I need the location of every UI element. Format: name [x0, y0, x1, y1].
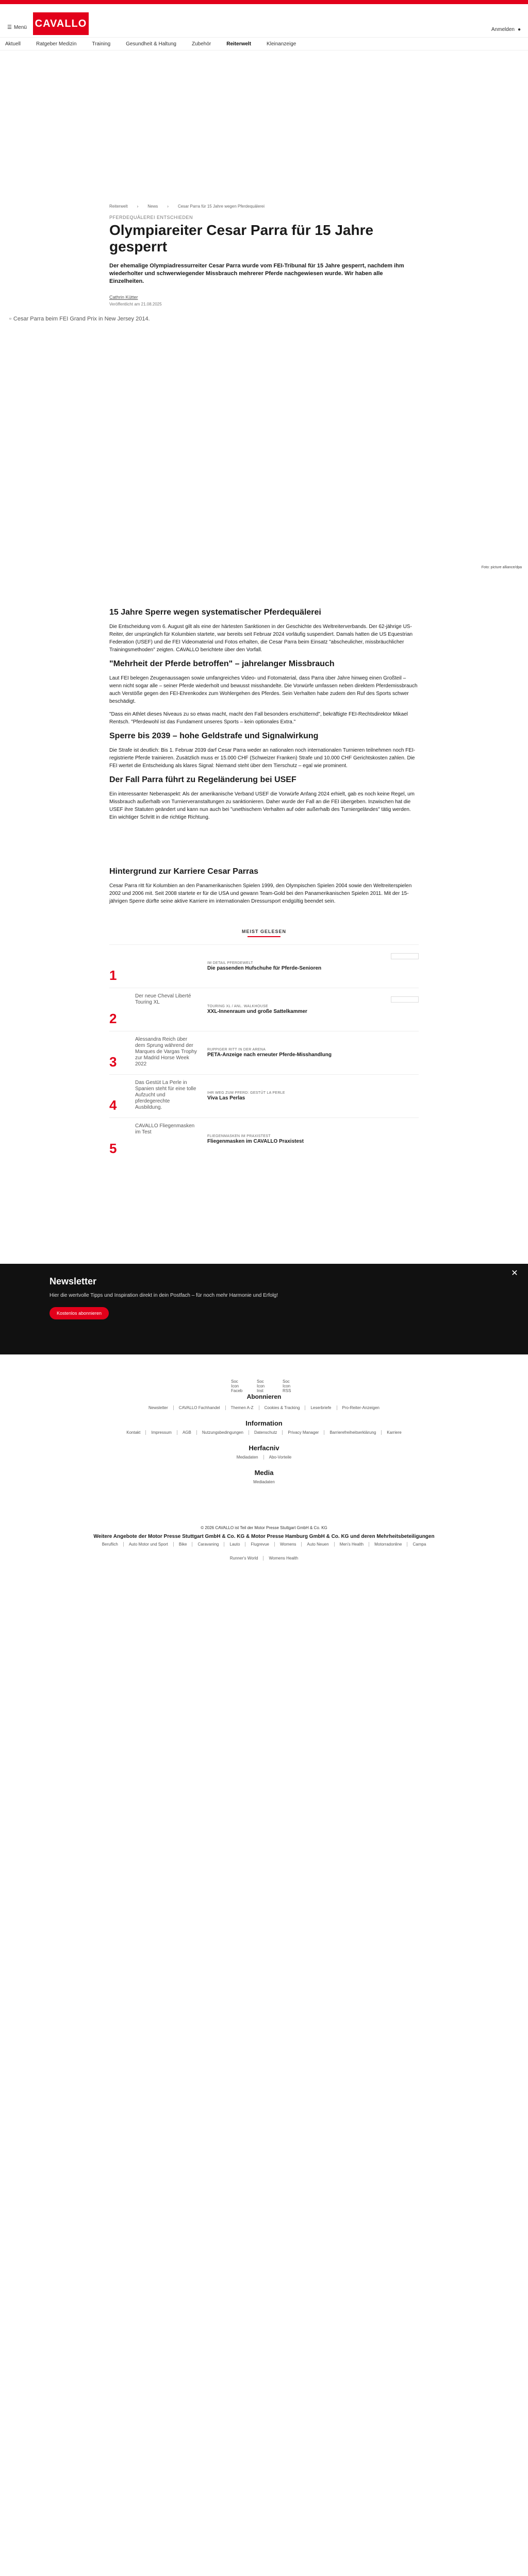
teaser-text — [207, 1123, 304, 1145]
footer-link[interactable]: Datenschutz — [254, 1430, 277, 1435]
chevron-right-icon: › — [167, 204, 169, 209]
article-kicker: PFERDEQUÄLEREI ENTSCHIEDEN — [109, 215, 193, 220]
article-lead: Der ehemalige Olympiadressurreiter Cesar Parra wurde vom FEI-Tribunal für 15 Jahre gesperrt, nachdem ihm wiederholter und schwerwiegender Missbrauch mehrerer Pferde nachgewiesen wurde. Wir haben alle Einzelheiten. — [109, 263, 404, 284]
separator — [274, 1542, 275, 1547]
main-navigation — [0, 38, 528, 50]
nav-item-gesundheit[interactable]: Gesundheit & Haltung — [126, 41, 176, 47]
ad-slot — [109, 826, 419, 867]
paragraph: "Dass ein Athlet dieses Niveaus zu so etwas macht, macht den Fall besonders erschütternd", bekräftigte FEI-Rechtsdirektor Mikael Rentsch. "Pferdewohl ist das Fundament unseres Sports – kein optionales Extra." — [109, 711, 408, 725]
article — [9, 50, 522, 1161]
teaser-text — [207, 1080, 285, 1101]
facebook-icon[interactable]: Soc Icon Faceb — [231, 1379, 243, 1393]
teaser-text — [207, 1037, 332, 1058]
brand-link[interactable]: Motorradonline — [374, 1542, 402, 1547]
paragraph: Ein interessanter Nebenaspekt: Als der amerikanische Verband USEF die Vorwürfe Anfang 2024 erhielt, gab es noch keine Regel, um Missbrauch außerhalb von Turnierveranstaltungen zu sanktionieren. Daher wurde der Fall an die FEI übergeben. Inzwischen hat die USEF ihre Statuten geändert und kann nun auch bei "unethischem Verhalten auf oder außerhalb des Turniergeländes" tätig werden. Ein wichtiger Schritt in die richtige Richtung. — [109, 791, 415, 820]
footer-links-information — [0, 1430, 528, 1435]
teaser-image: Alessandra Reich über dem Sprung während der Marques de Vargas Trophy zur Madrid Horse Week 2022 — [135, 1037, 197, 1067]
brand-link[interactable]: Runner's World — [229, 1556, 258, 1561]
brand-link[interactable]: Womens — [279, 1542, 296, 1547]
breadcrumb — [109, 204, 419, 209]
social-links — [0, 1379, 528, 1393]
teaser-image — [135, 950, 197, 983]
footer-link[interactable]: AGB — [182, 1430, 191, 1435]
newsletter-subscribe-button[interactable]: Kostenlos abonnieren — [50, 1307, 109, 1319]
brand-link[interactable]: Flugrevue — [251, 1542, 269, 1547]
article-body — [109, 570, 419, 905]
instagram-icon[interactable]: Soc Icon Inst — [257, 1379, 265, 1393]
hero-image — [0, 313, 528, 570]
footer-link[interactable]: Impressum — [151, 1430, 172, 1435]
section-heading: 15 Jahre Sperre wegen systematischer Pferdequälerei — [109, 608, 321, 617]
separator — [196, 1430, 197, 1435]
article-title: Olympiareiter Cesar Parra für 15 Jahre gesperrt — [109, 222, 374, 255]
nav-item-aktuell[interactable]: Aktuell — [5, 41, 21, 47]
photo-credit: Foto: picture alliance/dpa — [481, 566, 522, 569]
separator — [225, 1405, 226, 1410]
brand-link[interactable]: Lauto — [229, 1542, 240, 1547]
section-heading: "Mehrheit der Pferde betroffen" – jahrelanger Missbrauch — [109, 659, 335, 668]
ad-badge — [391, 996, 419, 1003]
separator — [123, 1542, 124, 1547]
footer-link[interactable]: Pro-Reiter-Anzeigen — [342, 1405, 380, 1410]
teaser-text — [207, 950, 321, 972]
brand-link[interactable]: Beruflich — [102, 1542, 118, 1547]
footer-link[interactable]: CAVALLO Fachhandel — [178, 1405, 220, 1410]
footer-heading-haftung: Herfacniv — [249, 1444, 279, 1452]
newsletter-title: Newsletter — [50, 1276, 97, 1286]
footer-link[interactable]: Newsletter — [148, 1405, 168, 1410]
nav-item-ratgeber[interactable]: Ratgeber Medizin — [36, 41, 77, 47]
paragraph: Die Strafe ist deutlich: Bis 1. Februar 2039 darf Cesar Parra weder an nationalen noch internationalen Turnieren teilnehmen noch FEI-registrierte Pferde trainieren. Zusätzlich muss er 15.000 CHF (Schweizer Franken) Strafe und 10.000 CHF Gerichtskosten zahlen. Die FEI wertet die Entscheidung als klares Signal: Niemand steht über dem Tierschutz – egal wie prominent. — [109, 748, 416, 769]
teaser-kicker: IM DETAIL PFERDEWELT — [207, 961, 253, 965]
footer-link[interactable]: Leserbriefe — [310, 1405, 332, 1410]
most-read-item[interactable] — [109, 1074, 419, 1117]
section-heading: Der Fall Parra führt zu Regeländerung bei USEF — [109, 775, 296, 784]
paragraph: Die Entscheidung vom 6. August gilt als eine der härtesten Sanktionen in der Geschichte des Weltreiterverbands. Der 62-jährige US-Reiter, der ursprünglich für Kolumbien startete, war bereits seit Februar 2024 vorläufig suspendiert. Damals hatten die US Equestrian Federation (USEF) und die FEI Videomaterial und Fotos erhalten, die Cesar Parra beim Einsatz "abscheulicher, missbräuchlicher Trainingsmethoden" zeigten. CAVALLO berichtete über den Vorfall. — [109, 624, 413, 653]
brand-link[interactable]: Men's Health — [339, 1542, 364, 1547]
footer-link[interactable]: Kontakt — [126, 1430, 141, 1435]
rank-number: 5 — [109, 1141, 117, 1156]
ad-badge — [391, 953, 419, 959]
footer-link[interactable]: Nutzungsbedingungen — [202, 1430, 243, 1435]
rank-number: 3 — [109, 1054, 117, 1070]
brand-link[interactable]: Caravaning — [197, 1542, 219, 1547]
footer-link[interactable]: Mediadaten — [253, 1480, 275, 1484]
teaser-title: Die passenden Hufschuhe für Pferde-Senioren — [207, 965, 322, 971]
most-read-title: MEIST GELESEN — [241, 929, 286, 934]
footer-heading-media: Media — [254, 1469, 274, 1477]
teaser-title: PETA-Anzeige nach erneuter Pferde-Misshandlung — [207, 1052, 332, 1058]
teaser-title: XXL-Innenraum und große Sattelkammer — [207, 1009, 307, 1014]
rank-number: 1 — [109, 968, 117, 983]
footer-link[interactable]: Karriere — [387, 1430, 402, 1435]
brand-link[interactable]: Bike — [178, 1542, 187, 1547]
footer-links-primary — [0, 1405, 528, 1410]
brand-link[interactable]: Auto Motor und Sport — [128, 1542, 168, 1547]
most-read-item[interactable] — [109, 988, 419, 1031]
nav-item-reiterwelt[interactable]: Reiterwelt — [226, 41, 252, 47]
breadcrumb-current: Cesar Parra für 15 Jahre wegen Pferdequälerei — [177, 204, 265, 209]
separator — [301, 1542, 302, 1547]
user-icon: ● — [517, 27, 521, 32]
teaser-text — [207, 993, 307, 1015]
site-header — [0, 4, 528, 38]
menu-button[interactable] — [7, 25, 27, 30]
site-logo[interactable] — [33, 12, 89, 35]
paragraph: Cesar Parra ritt für Kolumbien an den Panamerikanischen Spielen 1999, den Olympischen Spielen 2004 sowie den Weltreiterspielen 2002 und 2006 mit. Seit 2008 startete er für die USA und gewann Team-Gold bei den Panamerikanischen Spielen 2011. Mit der 15-jährigen Sperre dürfte seine aktive Karriere im internationalen Dressursport endgültig beendet sein. — [109, 883, 412, 904]
abonnieren-heading: Abonnieren — [246, 1393, 282, 1400]
separator — [173, 1405, 174, 1410]
section-heading: Sperre bis 2039 – hohe Geldstrafe und Signalwirkung — [109, 732, 319, 740]
author-link[interactable] — [109, 295, 419, 300]
chevron-right-icon: › — [137, 204, 139, 209]
hamburger-icon: ☰ — [7, 25, 12, 30]
logo-text: CAVALLO — [35, 18, 87, 29]
login-label: Anmelden — [491, 27, 515, 32]
most-read-item[interactable] — [109, 944, 419, 988]
footer-link[interactable]: Barrierefreiheitserklärung — [329, 1430, 376, 1435]
broken-image-icon: ▫ — [9, 316, 11, 322]
copyright: © 2026 CAVALLO ist Teil der Motor Presse Stuttgart GmbH & Co. KG — [201, 1526, 327, 1530]
teaser-image: CAVALLO Fliegenmasken im Test — [135, 1123, 195, 1135]
most-read-underline — [248, 936, 280, 937]
footer-links-haftung — [0, 1455, 528, 1460]
rank-number: 2 — [109, 1011, 117, 1026]
separator — [334, 1542, 335, 1547]
footer-link[interactable]: Cookies & Tracking — [264, 1405, 300, 1410]
brand-links — [0, 1542, 528, 1547]
brand-link[interactable]: Auto Neuen — [307, 1542, 329, 1547]
footer-link[interactable]: Privacy Manager — [288, 1430, 319, 1435]
author-name: Cathrin Kütter — [109, 295, 138, 300]
separator — [263, 1455, 264, 1460]
hero-alt-text: Cesar Parra beim FEI Grand Prix in New Jersey 2014. — [13, 316, 150, 322]
teaser-title: Viva Las Perlas — [207, 1095, 245, 1101]
paragraph: Laut FEI belegen Zeugenaussagen sowie umfangreiches Video- und Fotomaterial, dass Parra über Jahre hinweg einen Großteil – wenn nicht sogar alle – seiner Pferde wiederholt und bewusst misshandelte. Die Vorwürfe umfassen neben direktem Pferdemissbrauch auch Verstöße gegen den FEI-Ehrenkodex zum Wohlergehen des Pferdes. Sein Verhalten habe zudem den Ruf des Sports schwer beschädigt. — [109, 675, 418, 704]
nav-item-kleinanzeige[interactable]: Kleinanzeige — [267, 41, 296, 47]
brand-links-2 — [0, 1556, 528, 1561]
footer-link[interactable]: Mediadaten — [236, 1455, 258, 1460]
hero-image-alt — [9, 316, 150, 322]
menu-label: Menü — [13, 25, 27, 30]
teaser-kicker: FLIEGENMASKEN IM PRAXISTEST — [207, 1134, 271, 1138]
newsletter-text: Hier die wertvolle Tipps und Inspiration direkt in dein Postfach – für noch mehr Harmonie und Erfolg! — [50, 1293, 278, 1298]
teaser-image: Der neue Cheval Liberté Touring XL — [135, 993, 191, 1005]
nav-item-zubehoer[interactable]: Zubehör — [192, 41, 211, 47]
most-read-item[interactable] — [109, 1117, 419, 1161]
nav-item-training[interactable]: Training — [92, 41, 111, 47]
newsletter-banner — [0, 1264, 528, 1354]
rss-icon[interactable]: Soc Icon RSS — [283, 1379, 291, 1393]
weitere-angebote: Weitere Angebote der Motor Presse Stuttgart GmbH & Co. KG & Motor Presse Hamburg GmbH & Co. KG und deren Mehrheitsbeteiligungen — [93, 1534, 435, 1539]
brand-link[interactable]: Womens Health — [269, 1556, 299, 1561]
breadcrumb-item[interactable]: News — [147, 204, 158, 209]
teaser-image: Das Gestüt La Perle in Spanien steht für eine tolle Aufzucht und pferdegerechte Ausbildung. — [135, 1080, 196, 1110]
breadcrumb-item[interactable]: Reiterwelt — [109, 204, 128, 209]
publish-date: Veröffentlicht am 21.08.2025 — [109, 302, 162, 307]
separator — [381, 1430, 382, 1435]
most-read-item[interactable] — [109, 1031, 419, 1074]
brand-link[interactable]: Campa — [412, 1542, 426, 1547]
footer-links-media — [0, 1480, 528, 1484]
teaser-kicker: IHR WEG ZUM PFERD: GESTÜT LA PERLE — [207, 1091, 285, 1095]
teaser-kicker: RUPPIGER RITT IN DER ARENA — [207, 1048, 266, 1052]
footer-heading-information: Information — [245, 1419, 283, 1427]
top-accent-bar — [0, 0, 528, 4]
site-footer — [0, 1354, 528, 1561]
login-button[interactable] — [491, 27, 521, 32]
footer-link[interactable]: Abo-Vorteile — [269, 1455, 292, 1460]
separator — [173, 1542, 174, 1547]
rank-number: 4 — [109, 1097, 117, 1113]
teaser-title: Fliegenmasken im CAVALLO Praxistest — [207, 1139, 304, 1144]
teaser-kicker: TOURING XL / ANL. WALKHOUSE — [207, 1005, 268, 1008]
footer-link[interactable]: Themen A-Z — [230, 1405, 254, 1410]
separator — [145, 1430, 146, 1435]
close-icon[interactable]: ✕ — [511, 1269, 518, 1278]
separator — [282, 1430, 283, 1435]
section-heading: Hintergrund zur Karriere Cesar Parras — [109, 867, 258, 876]
